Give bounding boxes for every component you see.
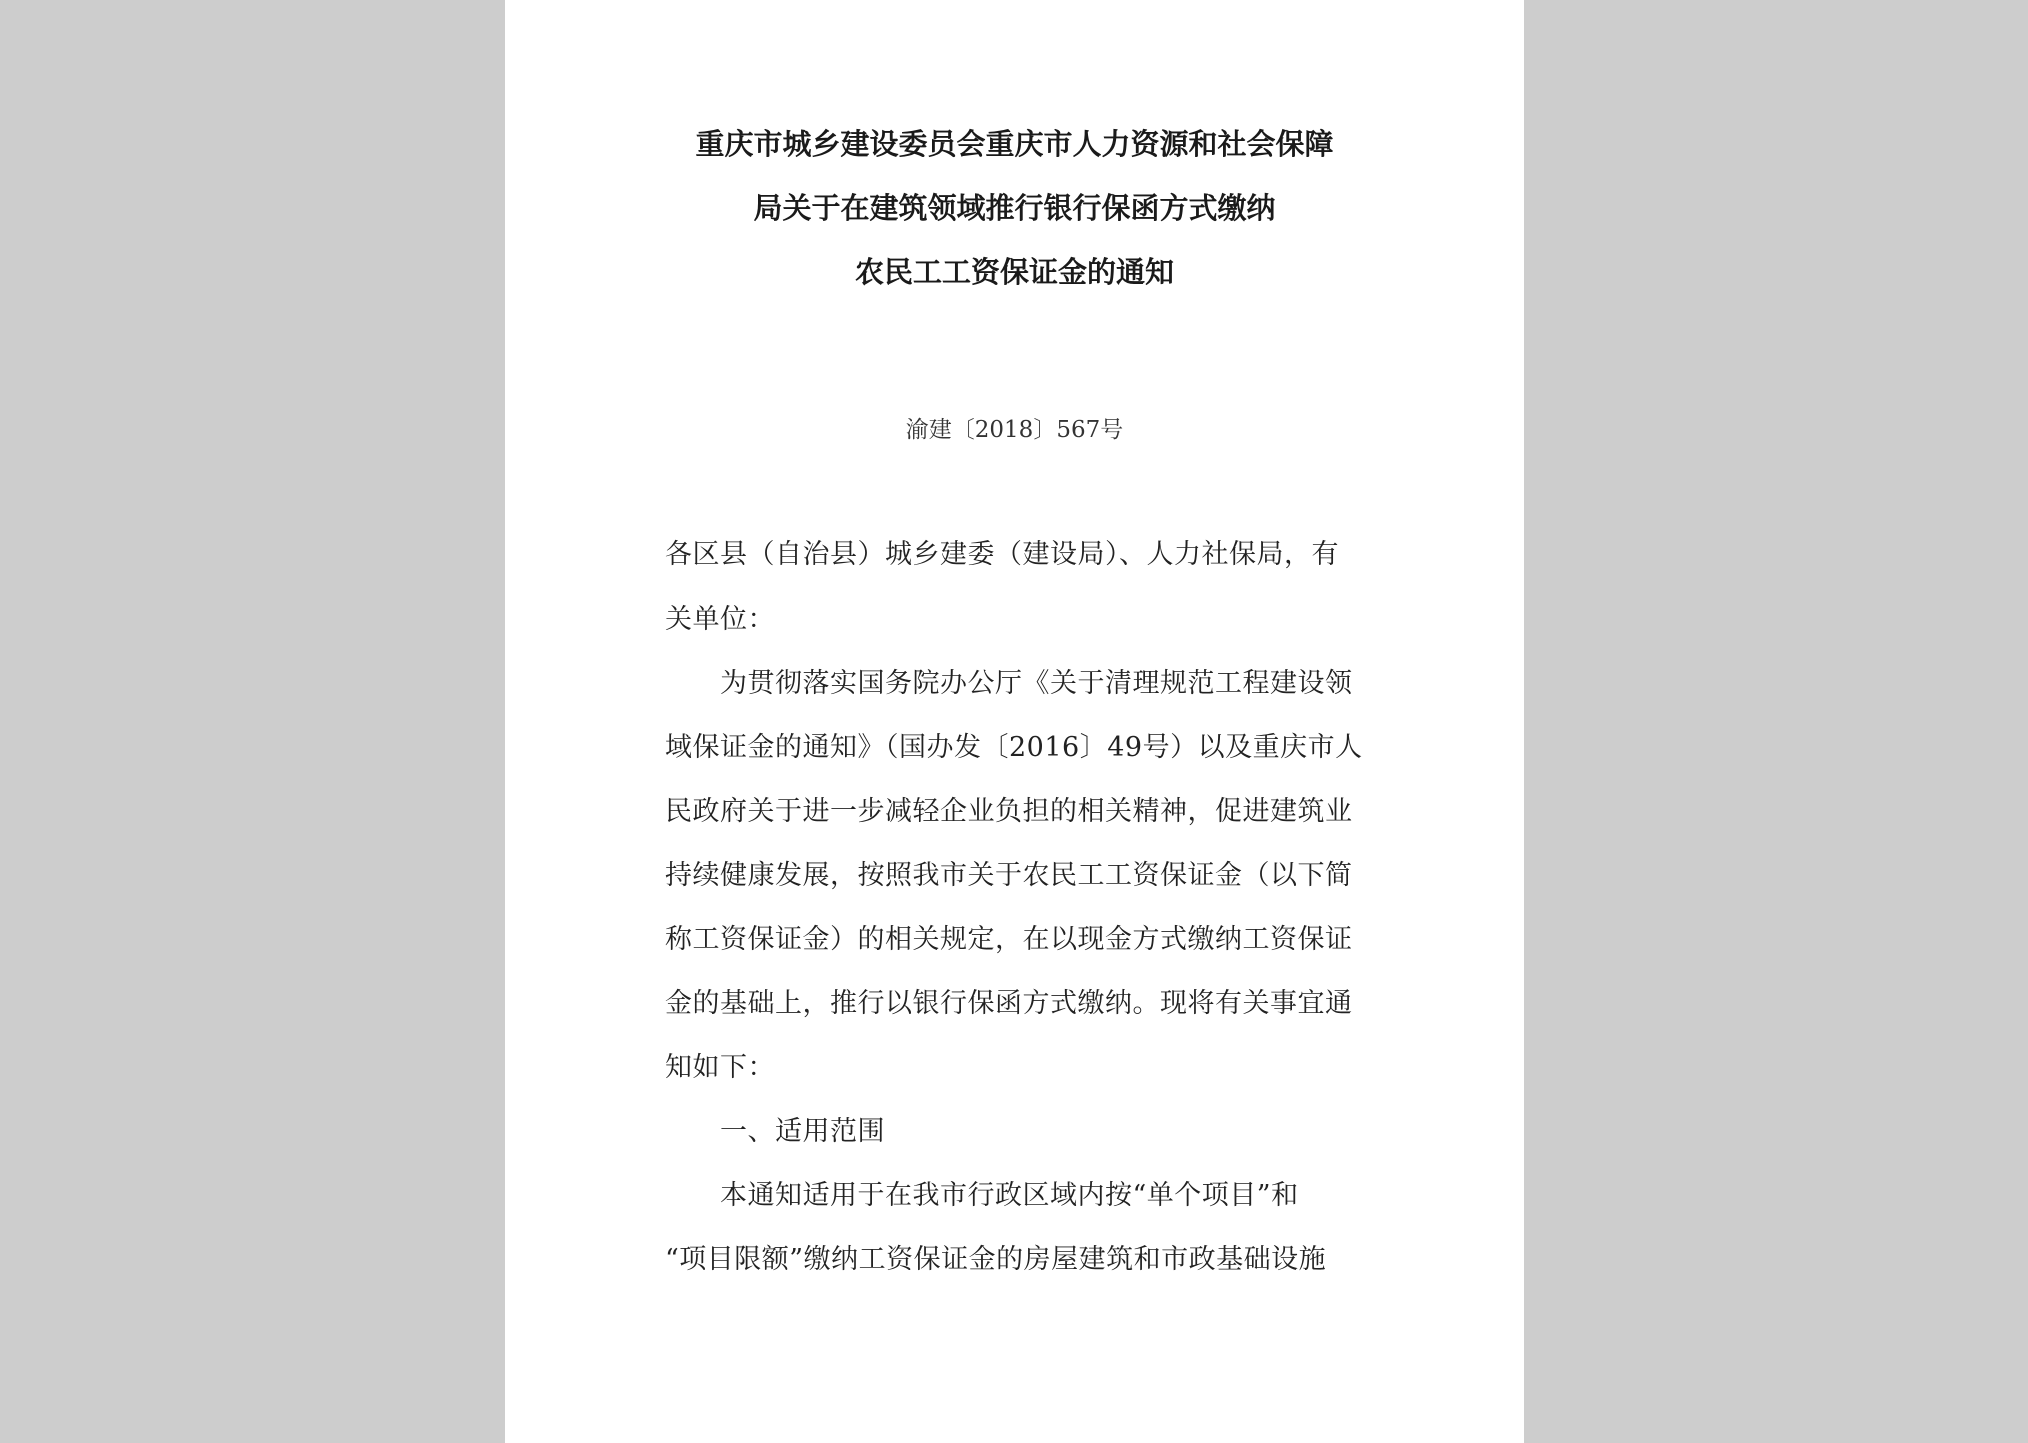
title-line-2: 局关于在建筑领域推行银行保函方式缴纳: [753, 191, 1276, 225]
body-line-1: 为贯彻落实国务院办公厅《关于清理规范工程建设领: [720, 668, 1353, 699]
section-line-1: 本通知适用于在我市行政区域内按“单个项目”和: [720, 1180, 1299, 1211]
body-line-5: 称工资保证金）的相关规定，在以现金方式缴纳工资保证: [665, 924, 1353, 955]
body-line-7: 知如下：: [665, 1052, 775, 1083]
document-page: [505, 0, 1524, 1443]
document-number: 渝建〔2018〕567号: [905, 417, 1124, 443]
body-line-2: 域保证金的通知》（国办发〔2016〕49号）以及重庆市人: [665, 732, 1363, 763]
addressee-line-2: 关单位：: [665, 604, 775, 635]
section-heading: 一、适用范围: [720, 1116, 885, 1147]
addressee-line-1: 各区县（自治县）城乡建委（建设局）、人力社保局，有: [665, 539, 1339, 570]
body-line-6: 金的基础上，推行以银行保函方式缴纳。现将有关事宜通: [665, 988, 1353, 1019]
title-line-3: 农民工工资保证金的通知: [854, 255, 1174, 289]
body-line-3: 民政府关于进一步减轻企业负担的相关精神，促进建筑业: [665, 796, 1353, 827]
title-line-1: 重庆市城乡建设委员会重庆市人力资源和社会保障: [695, 127, 1334, 161]
body-line-4: 持续健康发展，按照我市关于农民工工资保证金（以下简: [665, 860, 1353, 891]
section-line-2: “项目限额”缴纳工资保证金的房屋建筑和市政基础设施: [665, 1244, 1327, 1275]
